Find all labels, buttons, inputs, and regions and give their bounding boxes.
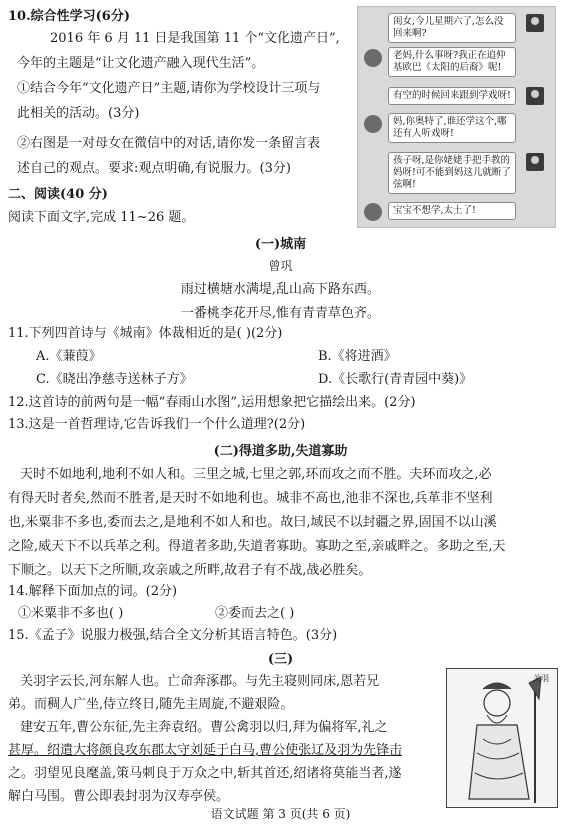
passage-2-title: (二)得道多助,失道寡助 (213, 444, 348, 459)
poem-title: (一)城南 (254, 237, 307, 252)
q10-intro-2: 今年的主题是“让文化遗产融入现代生活”。 (17, 56, 265, 71)
chat-message-2: 老妈,什么事呀?我正在追仲基欧巴《太阳的后裔》呢! (388, 47, 516, 77)
passage-2-line-4: 之险,威天下不以兵革之利。得道者多助,失道者寡助。寡助之至,亲戚畔之。多助之至,天 (8, 539, 506, 554)
q11-option-a: A.《蒹葭》 (36, 349, 102, 364)
poem-author: 曾巩 (268, 259, 293, 273)
q14-item-1: ①米粟非不多也( ) (18, 606, 124, 621)
q10-item1-line1: ①结合今年“文化遗产日”主题,请你为学校设计三项与 (17, 81, 321, 96)
mother-avatar (526, 153, 544, 171)
mother-avatar (526, 87, 544, 105)
section-heading: 二、阅读(40 分) (8, 187, 108, 202)
passage-2-line-2: 有得天时者矣,然而不胜者,是天时不如地利也。城非不高也,池非不深也,兵革非不坚利 (8, 491, 493, 506)
q11-question: 11.下列四首诗与《城南》体裁相近的是( )(2分) (8, 326, 283, 341)
chat-message-4: 妈,你奥特了,谁还学这个,哪还有人听戏呀! (388, 113, 516, 143)
page-footer: 语文试题 第 3 页(共 6 页) (210, 807, 351, 821)
q12-question: 12.这首诗的前两句是一幅“春雨山水图”,运用想象把它描绘出来。(2分) (8, 395, 416, 410)
chat-message-5: 孩子呀,是你姥姥手把手教的妈呀!可不能到妈这儿就断了弦啊! (388, 152, 516, 194)
passage-2-line-1: 天时不如地利,地利不如人和。三里之城,七里之郭,环而攻之而不胜。夫环而攻之,必 (20, 467, 492, 482)
section-instruction: 阅读下面文字,完成 11~26 题。 (8, 210, 195, 225)
wechat-conversation-image (357, 6, 556, 228)
chat-message-6: 宝宝不想学,太土了! (388, 202, 516, 220)
q10-intro-1: 2016 年 6 月 11 日是我国第 11 个“文化遗产日”, (50, 31, 340, 46)
q14-item-2: ②委而去之( ) (215, 606, 295, 621)
chat-message-3: 有空的时候回来跟到学戏呀! (388, 87, 516, 105)
poem-line-1: 雨过横塘水满堤,乱山高下路东西。 (180, 282, 381, 297)
warrior-illustration (447, 669, 557, 807)
q15-question: 15.《孟子》说服力极强,结合全文分析其语言特色。(3分) (8, 628, 338, 643)
passage-2-line-5: 下顺之。以天下之所顺,攻亲戚之所畔,故君子有不战,战必胜矣。 (8, 563, 372, 578)
q10-item2-line2: 述自己的观点。要求:观点明确,有说服力。(3分) (17, 161, 291, 176)
daughter-avatar (364, 203, 382, 221)
mother-avatar (526, 14, 544, 32)
passage-3-line-2: 弟。而稠人广坐,侍立终日,随先主周旋,不避艰险。 (8, 697, 294, 712)
daughter-avatar (364, 115, 382, 133)
daughter-avatar (364, 49, 382, 67)
q10-heading: 10.综合性学习(6分) (8, 9, 130, 24)
passage-3-line-5: 之。羽望见良麾盖,策马刺良于万众之中,斩其首还,绍诸将莫能当者,遂 (8, 766, 402, 781)
passage-3-line-6: 解白马围。曹公即表封羽为汉寿亭侯。 (8, 789, 230, 804)
q11-option-b: B.《将进酒》 (318, 349, 397, 364)
guan-yu-portrait (446, 668, 558, 808)
passage-3-line-3: 建安五年,曹公东征,先主奔袁绍。曹公禽羽以归,拜为偏将军,礼之 (20, 720, 388, 735)
q10-item1-line2: 此相关的活动。(3分) (17, 106, 140, 121)
poem-line-2: 一番桃李花开尽,惟有青青草色齐。 (180, 306, 381, 321)
portrait-label: 关羽 (533, 674, 549, 683)
q11-option-d: D.《长歌行(青青园中葵)》 (318, 372, 473, 387)
passage-2-line-3: 也,米粟非不多也,委而去之,是地利不如人和也。故曰,域民不以封疆之界,固国不以山溪 (8, 515, 497, 530)
q11-option-c: C.《晓出净慈寺送林子方》 (36, 372, 193, 387)
q14-question: 14.解释下面加点的词。(2分) (8, 584, 178, 599)
chat-message-1: 闺女,今儿星期六了,怎么没回来啊? (388, 13, 516, 43)
passage-3-title: (三) (267, 652, 294, 667)
q13-question: 13.这是一首哲理诗,它告诉我们一个什么道理?(2分) (8, 417, 306, 432)
q10-item2-line1: ②右图是一对母女在微信中的对话,请你发一条留言表 (17, 136, 321, 151)
passage-3-line-4: 甚厚。绍遣大将颜良攻东郡太守刘延于白马,曹公使张辽及羽为先锋击 (8, 743, 403, 758)
passage-3-line-1: 关羽字云长,河东解人也。亡命奔涿郡。与先主寝则同床,恩若兄 (20, 674, 380, 689)
